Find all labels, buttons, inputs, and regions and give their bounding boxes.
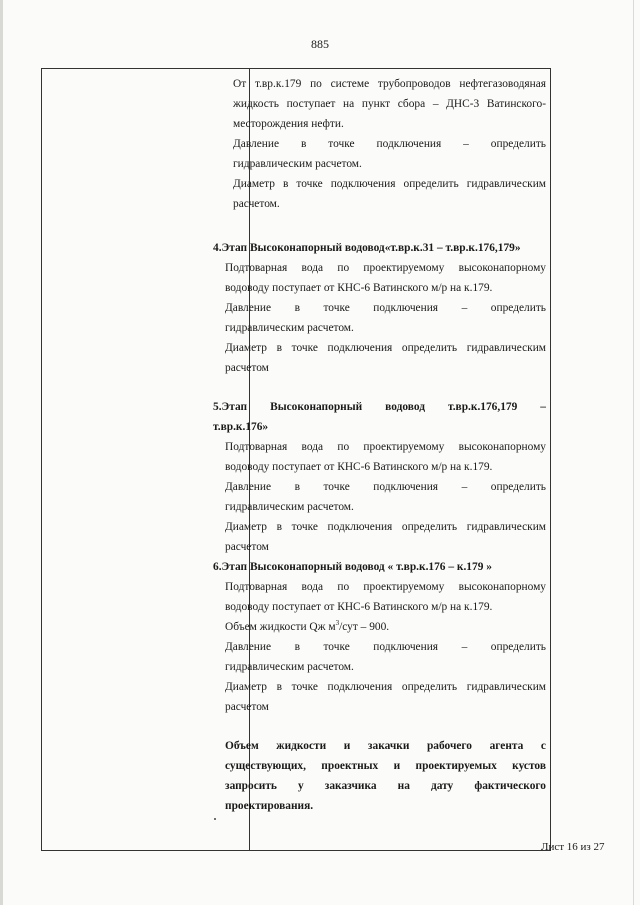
page-number: 885: [311, 37, 329, 51]
scan-edge-left: [0, 0, 3, 905]
stage4-paragraph1-line2: водоводу поступает от КНС-6 Ватинского м/р на к.179.: [225, 282, 493, 294]
scan-speck: [214, 818, 216, 820]
stage4-diameter-line1: Диаметр в точке подключения определить гидравлическим: [225, 342, 546, 354]
closing-line2: существующих, проектных и проектируемых кустов: [225, 760, 546, 772]
stage5-paragraph1-line2: водоводу поступает от КНС-6 Ватинского м/р на к.179.: [225, 461, 493, 473]
stage6-pressure-line2: гидравлическим расчетом.: [225, 661, 354, 673]
stage5-pressure-line1: Давление в точке подключения – определить: [225, 481, 546, 493]
stage4-pressure-line2: гидравлическим расчетом.: [225, 322, 354, 334]
scan-edge-right: [633, 0, 634, 905]
block1-paragraph1-line1: От т.вр.к.179 по системе трубопроводов нефтегазоводяная: [233, 78, 546, 90]
block1-diameter-line2: расчетом.: [233, 198, 280, 210]
stage6-heading: 6.Этап Высоконапорный водовод « т.вр.к.176 – к.179 »: [213, 561, 492, 573]
stage6-diameter-line1: Диаметр в точке подключения определить гидравлическим: [225, 681, 546, 693]
stage6-volume-prefix: Объем жидкости Qж м: [225, 621, 336, 633]
stage4-diameter-line2: расчетом: [225, 362, 269, 374]
stage4-paragraph1-line1: Подтоварная вода по проектируемому высоконапорному: [225, 262, 546, 274]
stage6-volume-unit-exponent: 3: [335, 619, 340, 628]
stage4-heading: 4.Этап Высоконапорный водовод«т.вр.к.31 – т.вр.к.176,179»: [213, 242, 521, 254]
stage5-pressure-line2: гидравлическим расчетом.: [225, 501, 354, 513]
table-content-cell: [213, 74, 546, 816]
sheet-counter: Лист 16 из 27: [541, 841, 605, 853]
stage6-volume-line: [213, 617, 546, 637]
block1-paragraph1-line3: месторождения нефти.: [233, 118, 344, 130]
stage6-volume-suffix: /сут – 900.: [339, 621, 390, 633]
block1-pressure-line2: гидравлическим расчетом.: [233, 158, 362, 170]
block1-diameter-line1: Диаметр в точке подключения определить гидравлическим: [233, 178, 546, 190]
stage6-pressure-line1: Давление в точке подключения – определить: [225, 641, 546, 653]
stage6-paragraph1-line1: Подтоварная вода по проектируемому высоконапорному: [225, 581, 546, 593]
stage5-diameter-line2: расчетом: [225, 541, 269, 553]
closing-line1: Объем жидкости и закачки рабочего агента с: [225, 740, 546, 752]
block1-paragraph1-line2: жидкость поступает на пункт сбора – ДНС-3 Ватинского-: [233, 98, 546, 110]
stage6-paragraph1-line2: водоводу поступает от КНС-6 Ватинского м/р на к.179.: [225, 601, 493, 613]
stage5-heading-line2: т.вр.к.176»: [213, 421, 269, 433]
stage6-diameter-line2: расчетом: [225, 701, 269, 713]
stage5-diameter-line1: Диаметр в точке подключения определить гидравлическим: [225, 521, 546, 533]
closing-line4: проектирования.: [225, 800, 314, 812]
block1-pressure-line1: Давление в точке подключения – определить: [233, 138, 546, 150]
closing-line3: запросить у заказчика на дату фактического: [225, 780, 546, 792]
stage5-paragraph1-line1: Подтоварная вода по проектируемому высоконапорному: [225, 441, 546, 453]
stage5-heading-line1: 5.Этап Высоконапорный водовод т.вр.к.176,179 –: [213, 401, 546, 413]
stage4-pressure-line1: Давление в точке подключения – определить: [225, 302, 546, 314]
